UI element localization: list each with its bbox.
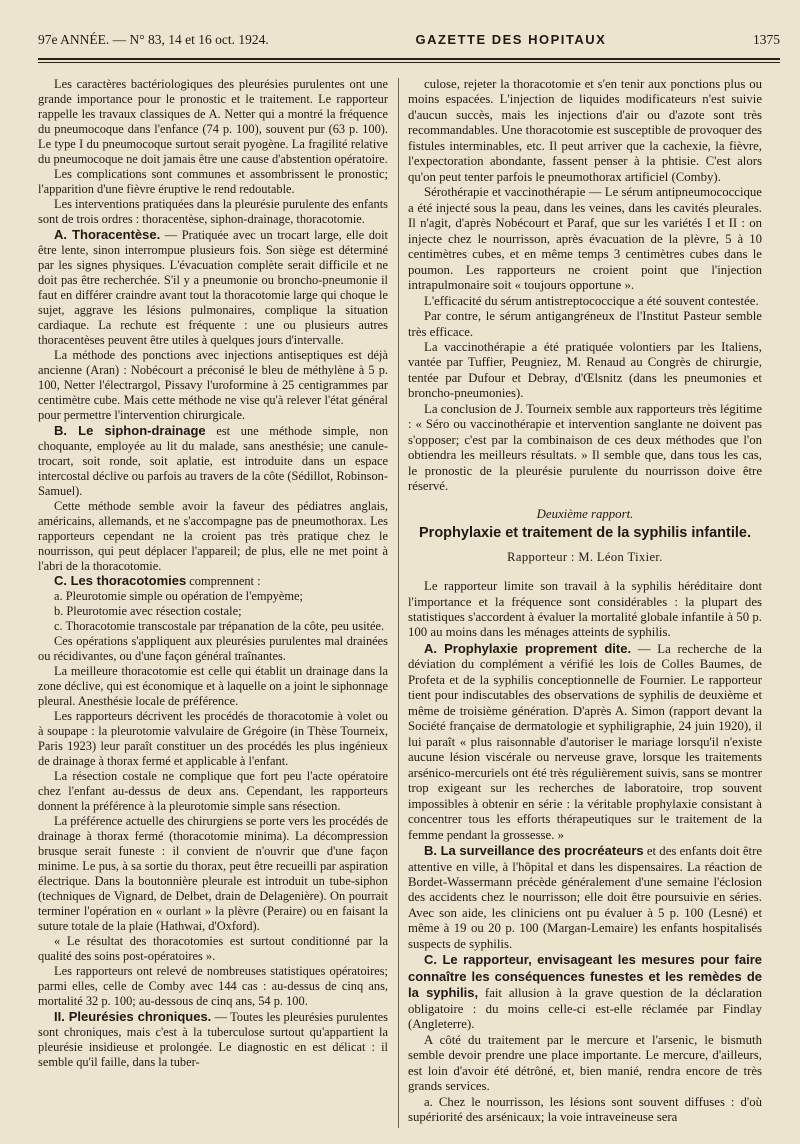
paragraph-text: — Pratiquée avec un trocart large, elle doit être lente, sinon interrompue plusieurs fois. Son siège est déterminé par les signes physiques. L'évacuation complète serait difficile et ne doit pas être recherchée. S'il y a pneumonie ou broncho-pneumonie il faut en différer craindre avant tout la thoracotomie large qui choque le sujet, aggrave les lésions pulmonaires, complique la situation cardiaque. La rechute est fréquente : une ou plusieurs autres thoracentèses peuvent être utiles à quelques jours d'intervalle.: [38, 227, 388, 347]
paragraph: [38, 499, 388, 574]
paragraph-text: Ces opérations s'appliquent aux pleurésies purulentes mal drainées ou récidivantes, ou d'une façon général traînantes.: [38, 634, 388, 664]
paragraph-text: Les interventions pratiquées dans la pleurésie purulente des enfants sont de trois ordres : thoracentèse, siphon-drainage, thoracotomie.: [38, 196, 388, 226]
rapporteur-line: Rapporteur : M. Léon Tixier.: [507, 549, 663, 564]
paragraph: [408, 185, 762, 293]
paragraph: [408, 309, 762, 340]
section-lead: C. Les thoracotomies: [54, 573, 187, 589]
paragraph: [408, 579, 762, 641]
paragraph: [38, 197, 388, 227]
paragraph-text: b. Pleurotomie avec résection costale;: [54, 604, 242, 619]
paragraph-text: La vaccinothérapie a été pratiquée volontiers par les Italiens, vantée par Tuffier, Peugniez, M. Renaud au Congrès de chirurgie, tentée par Dufour et Debray, d'Œlsnitz (dans les pneumonies et broncho-pneumonies).: [408, 339, 762, 401]
paragraph: [38, 227, 388, 348]
paragraph: [38, 664, 388, 709]
paragraph: [38, 964, 388, 1009]
issue-info: 97e ANNÉE. — N° 83, 14 et 16 oct. 1924.: [38, 32, 269, 47]
paragraph-text: La méthode des ponctions avec injections antiseptiques est déjà ancienne (Aran) : Nobécourt a préconisé le bleu de méthylène à 5 p. 100, Netter l'électrargol, Pissavy l'uroformine à 25 centigrammes par centimètre cube. Mais cette méthode ne vise qu'à relever l'état général pour permettre l'intervention chirurgicale.: [38, 347, 388, 422]
paragraph: [408, 1095, 762, 1126]
paragraph-text: Cette méthode semble avoir la faveur des pédiatres anglais, américains, allemands, et ne s'accompagne pas de pneumothorax. Les rapporteurs cependant ne la croient pas très pratique chez le nourrisson, qui peut déplacer l'appareil; de plus, elle ne met point à l'abri de la thoracotomie.: [38, 498, 388, 573]
paragraph: [408, 843, 762, 952]
paragraph: [408, 77, 762, 185]
section-lead: A. Thoracentèse.: [54, 226, 161, 242]
paragraph-text: La préférence actuelle des chirurgiens se porte vers les procédés de drainage à thorax fermé (thoracotomie minima). La décompression brusque serait funeste : il convient de n'ouvrir que d'une façon minime. Le pus, à sa sortie du thorax, peut être recueilli par aspiration électrique. Dans la boutonnière pleurale est introduit un tube-siphon (techniques de Vignard, de Delbet, drain de Delagenière). On pourrait terminer l'opération en « ourlant » la plèvre (Peraire) ou en faisant la suture totale de la plaie (Hathwai, d'Oxford).: [38, 814, 388, 934]
paragraph: [408, 402, 762, 495]
paragraph-text: culose, rejeter la thoracotomie et s'en tenir aux ponctions plus ou moins espacées. L'injection de liquides modificateurs n'est suivie d'aucun succès, mais les injections d'air ou d'azote sont très recommandables. Une thoracotomie est susceptible de provoquer des fistules interminables, etc. Il peut arriver que la cachexie, la fièvre, l'expectoration abondante, fassent penser à la phtisie. C'est alors qu'on peut tenter parfois le pneumothorax artificiel (Comby).: [408, 77, 762, 184]
paragraph: [38, 77, 388, 167]
paragraph-text: La conclusion de J. Tourneix semble aux rapporteurs très légitime : « Séro ou vaccinothérapie et intervention sanglante ne doivent pas s'opposer; c'est par la combinaison de ces deux méthodes que l'on obtiendra les meilleurs résultats. » Il semble que, dans tous les cas, le pronostic de la pleurésie purulente du nourrisson doive être réservé.: [408, 401, 762, 494]
paragraph: [38, 604, 388, 619]
paragraph-text: « Le résultat des thoracotomies est surtout conditionné par la qualité des soins post-opératoires ».: [38, 934, 388, 964]
paragraph-text: Par contre, le sérum antigangréneux de l'Institut Pasteur semble très efficace.: [408, 309, 762, 339]
paragraph: [38, 167, 388, 197]
paragraph: [38, 589, 388, 604]
paragraph-text: L'efficacité du sérum antistreptococcique a été souvent contestée.: [424, 293, 759, 308]
section-lead: B. Le siphon-drainage: [54, 422, 206, 438]
paragraph: [408, 952, 762, 1032]
header-rule: [38, 58, 780, 60]
paragraph-text: — La recherche de la déviation du complément a vérifié les lois de Colles Baumes, de Profeta et de la syphilis conceptionnelle de Fournier. Le rapporteur tient pour indiscutables des observations de syphilis de deuxième et même de troisième génération. D'après A. Simon (rapport devant la Société française de dermatologie et syphiligraphie, 24 juin 1920), il lui paraît « plus raisonnable d'autoriser le mariage lorsqu'il n'existe aucune lésion viscérale ou nerveuse grave, lorsque les traitements arsénico-mercuriels ont été très régulièrement suivis, sans se montrer trop exigeant sur les recherches de laboratoire, trop souvent impossibles à obtenir en série : la véritable prophylaxie consistant à concentrer tous les efforts thérapeutiques sur le traitement de la femme pendant la grossesse. »: [408, 641, 762, 842]
paragraph-text: a. Pleurotomie simple ou opération de l'empyème;: [54, 589, 303, 604]
paragraph-text: fait allusion à la grave question de la déclaration obligatoire : du moins celle-ci est-elle réclamée par Findlay (Angleterre).: [408, 986, 762, 1032]
right-column: [408, 77, 762, 1125]
paragraph-text: La résection costale ne complique que fort peu l'acte opératoire chez l'enfant au-dessus de deux ans. Cependant, les rapporteurs donnent la préférence à la pleurotomie simple sans résection.: [38, 769, 388, 814]
paragraph: [38, 769, 388, 814]
left-column: [38, 77, 388, 1070]
paragraph: [38, 634, 388, 664]
section-lead: B. La surveillance des procréateurs: [424, 843, 644, 859]
paragraph-text: Le rapporteur limite son travail à la syphilis héréditaire dont l'importance et la fréquence sont considérables : la plupart des statistiques s'accordent à évaluer la mortalité globale infantile à 50 p. 100 au moins dans les ménages atteints de syphilis.: [408, 579, 762, 640]
paragraph-text: est une méthode simple, non choquante, employée au lit du malade, sans anesthésie; une canule-trocart, soit ronde, soit aplatie, est introduite dans un espace intercostal déclive ou parfois au travers de la côte (Sédillot, Robinson-Samuel).: [38, 423, 389, 498]
paragraph-text: a. Chez le nourrisson, les lésions sont souvent diffuses : d'où supériorité des arsénicaux; la voie intraveineuse sera: [408, 1094, 762, 1124]
paragraph: [38, 619, 388, 634]
paragraph-text: et des enfants doit être attentive en ville, à l'hôpital et dans les dispensaires. La réaction de Bordet-Wassermann précède généralement d'une semaine l'éclosion des accidents chez le nourrisson; elle doit être poursuivie en séries. Avec son aide, les cliniciens ont pu évaluer à 5 p. 100 (Lesné) et même à 19 ou 20 p. 100 (Margan-Lemaire) les enfants hospitalisés suspects de syphilis.: [408, 844, 763, 951]
journal-title: GAZETTE DES HOPITAUX: [415, 32, 607, 47]
paragraph: [38, 709, 388, 769]
paragraph: [408, 1033, 762, 1095]
paragraph-text: Sérothérapie et vaccinothérapie — Le sérum antipneumococcique a été injecté sous la peau, dans les veines, dans les cavités pleurales. Il n'agit, d'après Nobécourt et Paraf, que sur les variétés I et II : on injecte chez le nourrisson, après évacuation de la plèvre, 5 à 10 centimètres cubes, et en même temps 3 centimètres cubes dans le poumon. Les rapporteurs ne croient point que l'injection intrapulmonaire soit « toujours opportune ».: [408, 185, 762, 293]
page-number: 1375: [752, 32, 780, 47]
section-lead: II. Pleurésies chroniques.: [54, 1009, 212, 1025]
page-header: [38, 32, 780, 54]
paragraph-text: Les complications sont communes et assombrissent le pronostic; l'apparition d'une fièvre éruptive le rend redoutable.: [38, 166, 388, 196]
paragraph-text: comprennent :: [186, 574, 261, 589]
header-rule-thin: [38, 62, 780, 63]
paragraph-text: A côté du traitement par le mercure et l'arsenic, le bismuth semble devoir prendre une place importante. Le mercure, d'ailleurs, est loin d'avoir été détrôné, et, bien manié, rendra encore de très grands services.: [408, 1032, 762, 1094]
column-divider: [398, 78, 399, 1128]
paragraph: [38, 423, 388, 499]
paragraph-text: c. Thoracotomie transcostale par trépanation de la côte, peu usitée.: [54, 619, 385, 634]
paragraph: [38, 814, 388, 934]
paragraph-text: Les caractères bactériologiques des pleurésies purulentes ont une grande importance pour le pronostic et le traitement. Le rapporteur rappelle les travaux classiques de A. Netter qui a montré la fréquence du pneumocoque dans l'enfance (74 p. 100), souvent pur (63 p. 100). Le type I du pneumocoque surtout serait pyogène. La fragilité relative du pneumocoque ne doit jamais être une cause d'abstention opératoire.: [38, 77, 388, 166]
paragraph-text: Les rapporteurs ont relevé de nombreuses statistiques opératoires; parmi elles, celle de Comby avec 144 cas : au-dessus de cinq ans, mortalité 32 p. 100; au-dessous de cinq ans, 54 p. 100.: [38, 964, 388, 1009]
section-lead: C. Le rapporteur, envisageant les mesures pour faire connaître les conséquences funestes et les remèdes de la syphilis,: [408, 952, 762, 1001]
paragraph: [408, 641, 762, 843]
paragraph: [38, 573, 388, 589]
paragraph: [38, 1009, 388, 1070]
paragraph: [38, 348, 388, 423]
paragraph-text: Les rapporteurs décrivent les procédés de thoracotomie à volet ou à soupape : la pleurotomie valvulaire de Grégoire (in Thèse Tourneix, Paris 1923) leur paraît constituer un des procédés les plus ingénieux de drainage à thorax fermé et applicable à l'enfant.: [38, 709, 388, 769]
rapport-title: Prophylaxie et traitement de la syphilis infantile.: [419, 525, 751, 542]
rapport-label: Deuxième rapport.: [536, 506, 634, 521]
paragraph-text: — Toutes les pleurésies purulentes sont chroniques, mais c'est à la tuberculose surtout qu'appartient la pleurésie insidieuse et prolongée. Le diagnostic en est délicat : il semble qu'il faille, dans la tuber-: [38, 1010, 389, 1069]
paragraph: [408, 294, 762, 309]
paragraph: [38, 934, 388, 964]
section-lead: A. Prophylaxie proprement dite.: [424, 640, 632, 656]
paragraph: [408, 340, 762, 402]
paragraph-text: La meilleure thoracotomie est celle qui établit un drainage dans la zone déclive, qui est économique et à laquelle on a joint le siphonnage pleural. Anesthésie locale de préférence.: [38, 664, 388, 709]
